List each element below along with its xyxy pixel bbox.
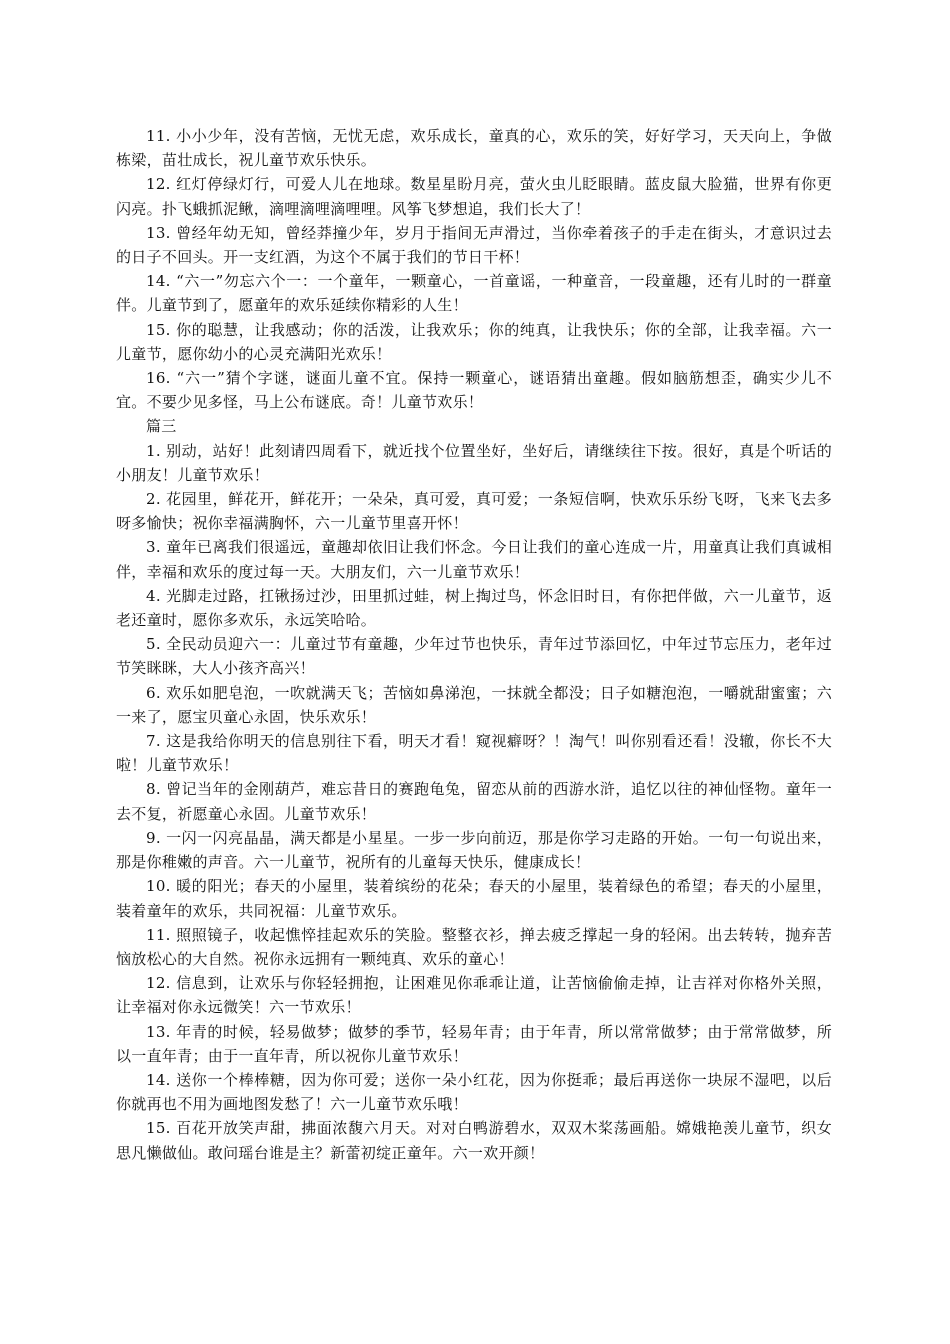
paragraph: 12. 红灯停绿灯行，可爱人儿在地球。数星星盼月亮，萤火虫儿眨眼睛。蓝皮鼠大脸猫，世界有你更闪亮。扑飞蛾抓泥鳅，滴哩滴哩滴哩哩。风筝飞梦想追，我们长大了！ [116,175,832,218]
paragraph: 7. 这是我给你明天的信息别往下看，明天才看！窥视癖呀？！淘气！叫你别看还看！没辙，你长不大啦！儿童节欢乐！ [116,732,832,775]
paragraph: 8. 曾记当年的金刚葫芦，难忘昔日的赛跑龟兔，留恋从前的西游水浒，追忆以往的神仙怪物。童年一去不复，祈愿童心永固。儿童节欢乐！ [116,780,832,823]
document-body [116,124,832,1165]
paragraph: 12. 信息到，让欢乐与你轻轻拥抱，让困难见你乖乖让道，让苦恼偷偷走掉，让吉祥对你格外关照，让幸福对你永远微笑！六一节欢乐！ [116,974,832,1017]
section-heading: 篇三 [146,417,177,436]
paragraph: 6. 欢乐如肥皂泡，一吹就满天飞；苦恼如鼻涕泡，一抹就全都没；日子如糖泡泡，一嚼就甜蜜蜜；六一来了，愿宝贝童心永固，快乐欢乐！ [116,683,832,726]
paragraph: 14. “六一”勿忘六个一：一个童年，一颗童心，一首童谣，一种童音，一段童趣，还有儿时的一群童伴。儿童节到了，愿童年的欢乐延续你精彩的人生！ [116,272,832,315]
paragraph: 2. 花园里，鲜花开，鲜花开；一朵朵，真可爱，真可爱；一条短信啊，快欢乐乐纷飞呀，飞来飞去多呀多愉快；祝你幸福满胸怀，六一儿童节里喜开怀！ [116,490,832,533]
paragraph: 5. 全民动员迎六一：儿童过节有童趣，少年过节也快乐，青年过节添回忆，中年过节忘压力，老年过节笑眯眯，大人小孩齐高兴！ [116,635,832,678]
paragraph: 4. 光脚走过路，扛锹扬过沙，田里抓过蛙，树上掏过鸟，怀念旧时日，有你把伴做，六一儿童节，返老还童时，愿你多欢乐，永远笑哈哈。 [116,586,832,630]
paragraph: 14. 送你一个棒棒糖，因为你可爱；送你一朵小红花，因为你挺乖；最后再送你一块尿不湿吧，以后你就再也不用为画地图发愁了！六一儿童节欢乐哦！ [116,1070,832,1114]
paragraph: 13. 年青的时候，轻易做梦；做梦的季节，轻易年青；由于年青，所以常常做梦；由于常常做梦，所以一直年青；由于一直年青，所以祝你儿童节欢乐！ [116,1022,832,1065]
paragraph: 10. 暖的阳光；春天的小屋里，装着缤纷的花朵；春天的小屋里，装着绿色的希望；春天的小屋里，装着童年的欢乐，共同祝福：儿童节欢乐。 [116,877,832,920]
paragraph: 1. 别动，站好！此刻请四周看下，就近找个位置坐好，坐好后，请继续往下按。很好，真是个听话的小朋友！儿童节欢乐！ [116,441,832,484]
paragraph: 15. 百花开放笑声甜，拂面浓馥六月天。对对白鸭游碧水，双双木桨荡画船。嫦娥艳羡儿童节，织女思凡懒做仙。敢问瑶台谁是主？新蕾初绽正童年。六一欢开颜！ [116,1119,832,1162]
paragraph: 9. 一闪一闪亮晶晶，满天都是小星星。一步一步向前迈，那是你学习走路的开始。一句一句说出来，那是你稚嫩的声音。六一儿童节，祝所有的儿童每天快乐，健康成长！ [116,828,832,872]
paragraph: 13. 曾经年幼无知，曾经莽撞少年，岁月于指间无声滑过，当你牵着孩子的手走在街头，才意识过去的日子不回头。开一支红酒，为这个不属于我们的节日干杯！ [116,223,832,267]
paragraph: 3. 童年已离我们很遥远，童趣却依旧让我们怀念。今日让我们的童心连成一片，用童真让我们真诚相伴，幸福和欢乐的度过每一天。大朋友们，六一儿童节欢乐！ [116,538,832,581]
paragraph: 11. 照照镜子，收起憔悴挂起欢乐的笑脸。整整衣衫，掸去疲乏撑起一身的轻闲。出去转转，抛弃苦恼放松心的大自然。祝你永远拥有一颗纯真、欢乐的童心！ [116,925,832,968]
paragraph: 15. 你的聪慧，让我感动；你的活泼，让我欢乐；你的纯真，让我快乐；你的全部，让我幸福。六一儿童节，愿你幼小的心灵充满阳光欢乐！ [116,320,832,363]
paragraph: 11. 小小少年，没有苦恼，无忧无虑，欢乐成长，童真的心，欢乐的笑，好好学习，天天向上，争做栋梁，苗壮成长，祝儿童节欢乐快乐。 [116,127,832,170]
paragraph: 16. “六一”猜个字谜，谜面儿童不宜。保持一颗童心，谜语猜出童趣。假如脑筋想歪，确实少儿不宜。不要少见多怪，马上公布谜底。奇！儿童节欢乐！ [116,369,832,412]
